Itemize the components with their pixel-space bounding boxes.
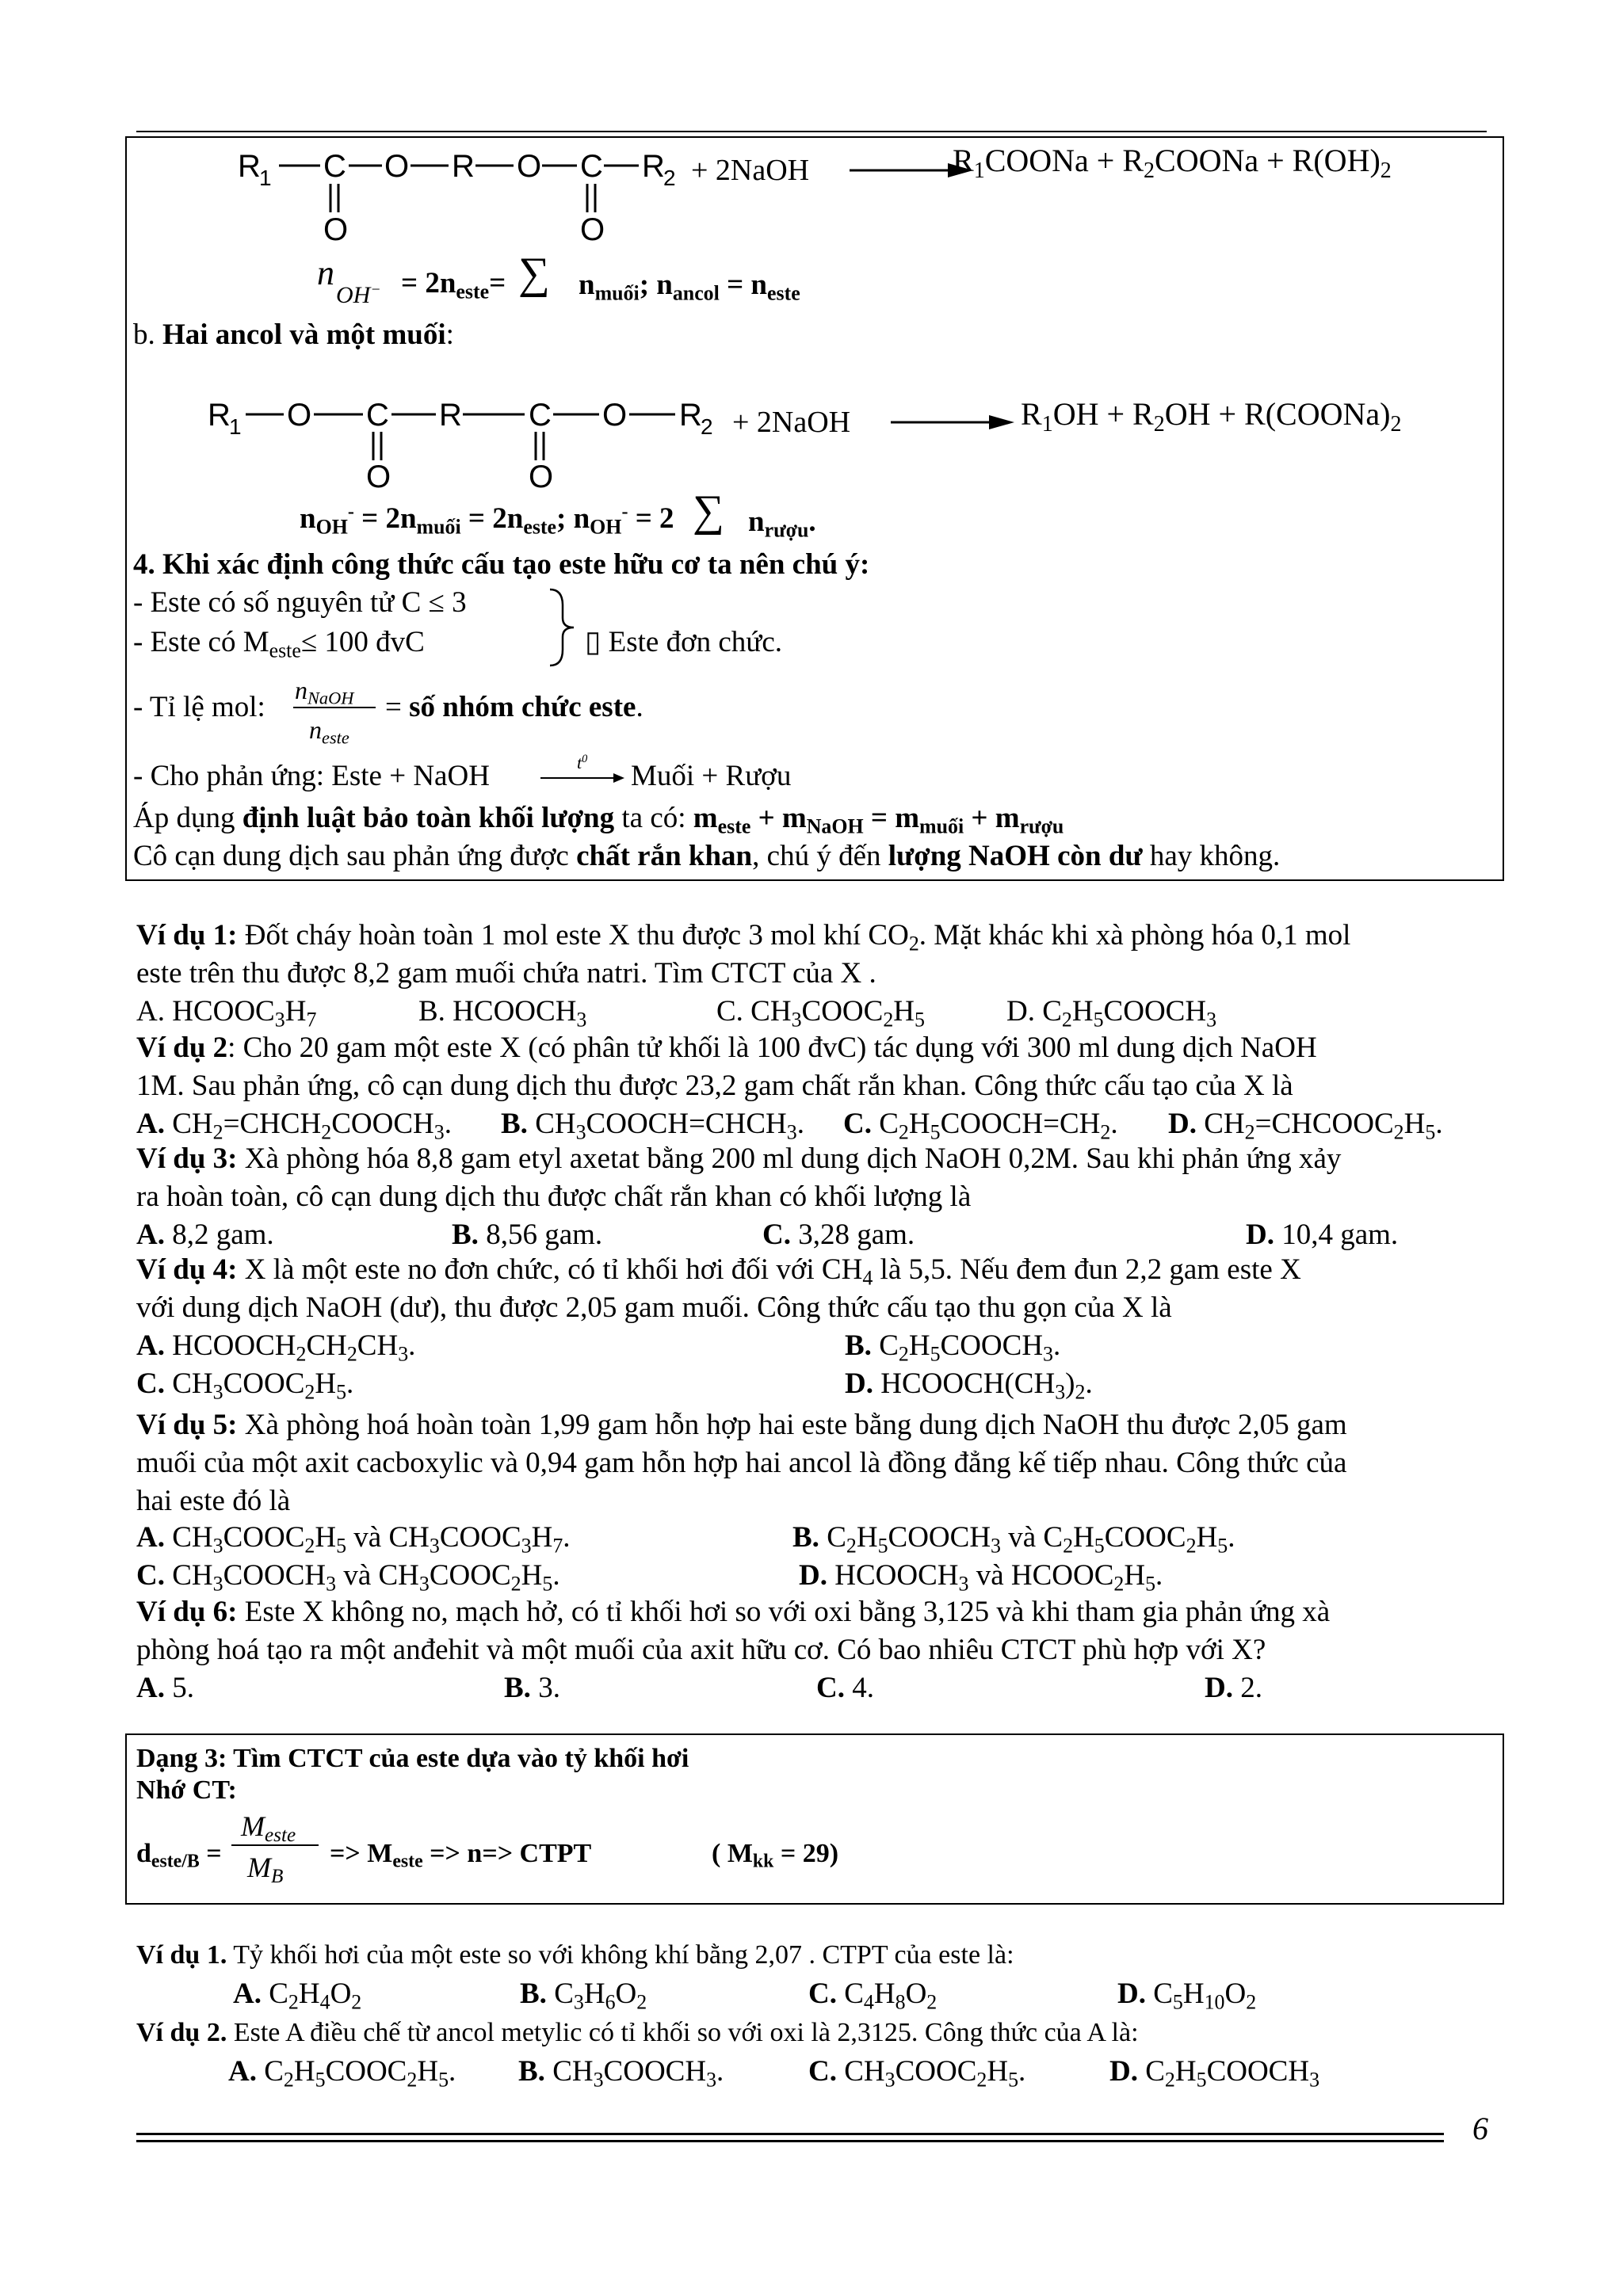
products-b: $R_1OH + R_2OH$ + $R(COONa)_2$ <box>1021 396 1402 437</box>
n-oh-subscript: OH− <box>336 281 381 308</box>
example-4-line-1: Ví dụ 4: X là một este no đơn chức, có tỉ khối hơi đối với $CH_4$ là 5,5. Nếu đem đun 2,2 gam este X <box>136 1253 1301 1290</box>
r-atom: R <box>452 149 475 184</box>
example-2-line-2: 1M. Sau phản ứng, cô cạn dung dịch thu được 23,2 gam chất rắn khan. Công thức cấu tạo của X là <box>136 1070 1293 1102</box>
c-atom-1: C <box>323 149 346 184</box>
c-atom-2: C <box>580 149 603 184</box>
sigma-2: ∑ <box>693 486 724 536</box>
reaction-products: Muối + Rượu <box>631 760 792 792</box>
o-carbonyl-b2: O <box>529 460 554 494</box>
c-atom-b2: C <box>529 398 552 433</box>
example-5-option-d[interactable]: D. $HCOOCH_3$ và $HCOOC_2H_5$. <box>799 1559 1163 1596</box>
reaction-temp: $t^0$ <box>577 753 588 772</box>
example-2-2-option-a[interactable]: A. $C_2H_5COOC_2H_5$. <box>228 2055 456 2092</box>
example-2-1-option-a[interactable]: A. $C_2H_4O_2$ <box>233 1978 362 2014</box>
c-atom-b1: C <box>366 398 389 433</box>
example-2-line-1: Ví dụ 2: Cho 20 gam một este X (có phân tử khối là 100 đvC) tác dụng với 300 ml dung dịch NaOH <box>136 1032 1317 1064</box>
ratio-label: - Tỉ lệ mol: <box>133 691 265 723</box>
r2-sub-b: 2 <box>701 414 713 439</box>
example-6-option-a[interactable]: A. 5. <box>136 1672 194 1704</box>
example-4-option-b[interactable]: B. $C_2H_5COOCH_3$. <box>845 1329 1061 1366</box>
n-oh-symbol: n <box>317 254 334 292</box>
heading-4: 4. Khi xác định công thức cấu tạo este hữu cơ ta nên chú ý: <box>133 548 870 581</box>
example-5-line-1: Ví dụ 5: Xà phòng hoá hoàn toàn 1,99 gam hỗn hợp hai este bằng dung dịch NaOH thu được 2,05 gam <box>136 1409 1347 1441</box>
example-4-option-d[interactable]: D. $HCOOCH(CH_3)_2$. <box>845 1367 1093 1404</box>
brace-icon <box>547 586 579 669</box>
example-2-2-option-b[interactable]: B. $CH_3COOCH_3$. <box>518 2055 724 2092</box>
note-carbon: - Este có số nguyên tử C ≤ 3 <box>133 586 467 619</box>
top-rule <box>136 131 1487 132</box>
r1-atom-b: R <box>208 398 231 433</box>
example-4-line-2: với dung dịch NaOH (dư), thu được 2,05 gam muối. Công thức cấu tạo thu gọn của X là <box>136 1291 1172 1324</box>
ester-diester-structure-b <box>208 392 762 495</box>
example-1-line-2: este trên thu được 8,2 gam muối chứa natri. Tìm CTCT của X . <box>136 957 876 990</box>
r1-sub: 1 <box>259 166 272 190</box>
example-4-option-a[interactable]: A. $HCOOCH_2CH_2CH_3$. <box>136 1329 416 1366</box>
example-3-option-c[interactable]: C. 3,28 gam. <box>762 1219 915 1251</box>
example-3-line-2: ra hoàn toàn, cô cạn dung dịch thu được chất rắn khan có khối lượng là <box>136 1180 972 1213</box>
example-3-option-d[interactable]: D. 10,4 gam. <box>1246 1219 1399 1251</box>
example-1-line-1: Ví dụ 1: Đốt cháy hoàn toàn 1 mol este X thu được 3 mol khí $CO_2$. Mặt khác khi xà phòng hóa 0,1 mol <box>136 919 1351 955</box>
r2-sub: 2 <box>663 166 676 190</box>
o-carbonyl-2: O <box>580 212 605 247</box>
evaporation-note: Cô cạn dung dịch sau phản ứng được chất rắn khan, chú ý đến lượng NaOH còn dư hay không. <box>133 840 1281 872</box>
mass-law: Áp dụng định luật bảo toàn khối lượng ta có: $m_{este} + m_{NaOH} = m_{muối} + m_{rượu}$ <box>133 802 1064 838</box>
example-6-option-b[interactable]: B. 3. <box>504 1672 560 1704</box>
example-6-option-d[interactable]: D. 2. <box>1205 1672 1262 1704</box>
example-3-option-a[interactable]: A. 8,2 gam. <box>136 1219 274 1251</box>
o-atom-b1: O <box>287 398 312 433</box>
example-2-2-line: Ví dụ 2. Este A điều chế từ ancol metylic có tỉ khối so với oxi là 2,3125. Công thức của A là: <box>136 2018 1139 2047</box>
fraction-line <box>293 707 376 708</box>
reactant-naoh-a: + 2NaOH <box>691 154 810 187</box>
sigma-1: ∑ <box>518 249 550 298</box>
density-lhs: $d_{este/B}$ = <box>136 1839 222 1872</box>
example-2-1-option-c[interactable]: C. $C_4H_8O_2$ <box>808 1978 938 2014</box>
example-6-option-c[interactable]: C. 4. <box>816 1672 874 1704</box>
example-2-option-a[interactable]: A. $CH_2=CHCH_2COOCH_3$. <box>136 1108 452 1144</box>
reactant-naoh-b: + 2NaOH <box>732 406 851 439</box>
r2-atom: R <box>642 149 665 184</box>
formula-2: $n_{OH}^- = 2n_{muối} = 2n_{este}$; $n_{OH}^- = 2$ <box>300 501 674 539</box>
density-numerator: $M_{este}$ <box>241 1810 296 1847</box>
example-2-1-option-d[interactable]: D. $C_5H_{10}O_2$ <box>1117 1978 1257 2014</box>
formula-1: = $2n_{este}=$ <box>401 267 506 303</box>
r2-atom-b: R <box>679 398 702 433</box>
formula-1b: $n_{muối}$; $n_{ancol} = n_{este}$ <box>579 269 800 305</box>
r-atom-b: R <box>439 398 462 433</box>
o-carbonyl-b1: O <box>366 460 391 494</box>
example-2-1-option-b[interactable]: B. $C_3H_6O_2$ <box>520 1978 647 2014</box>
remember-label: Nhớ CT: <box>136 1775 237 1805</box>
ratio-denominator: $n_{este}$ <box>309 715 349 748</box>
ratio-equals: = số nhóm chức este. <box>385 691 643 723</box>
note-result: ▯ Este đơn chức. <box>585 626 783 658</box>
example-5-option-c[interactable]: C. $CH_3COOCH_3$ và $CH_3COOC_2H_5$. <box>136 1559 560 1596</box>
density-rhs: => $M_{este} => n=>$ CTPT <box>330 1839 592 1872</box>
example-6-line-1: Ví dụ 6: Este X không no, mạch hở, có tỉ khối hơi so với oxi bằng 3,125 và khi tham gia phản ứng xà <box>136 1596 1331 1628</box>
example-2-1-line: Ví dụ 1. Tỷ khối hơi của một este so với không khí bằng 2,07 . CTPT của este là: <box>136 1940 1014 1970</box>
example-1-option-b[interactable]: B. $HCOOCH_3$ <box>418 995 587 1032</box>
air-molar-mass: ( $M_{kk} = 29$) <box>712 1839 839 1872</box>
ratio-numerator: $n_{NaOH}$ <box>295 676 354 708</box>
heading-b-prefix: b. <box>133 318 162 351</box>
arrow-icon <box>891 410 1018 434</box>
note-mass: - Este có $M_{este}\le 100$ đvC <box>133 626 425 662</box>
products-a: $R_1COONa$ + $R_2COONa + R(OH)_2$ <box>953 143 1392 183</box>
example-5-line-2: muối của một axit cacboxylic và 0,94 gam hỗn hợp hai ancol là đồng đẳng kế tiếp nhau. Công thức của <box>136 1447 1347 1479</box>
formula-2b: $n_{rượu}$. <box>748 505 816 542</box>
reaction-label: - Cho phản ứng: Este + NaOH <box>133 760 490 792</box>
example-3-option-b[interactable]: B. 8,56 gam. <box>452 1219 603 1251</box>
density-denominator: $M_B$ <box>247 1852 284 1888</box>
example-2-option-c[interactable]: C. $C_2H_5COOCH=CH_2$. <box>843 1108 1118 1144</box>
example-2-2-option-c[interactable]: C. $CH_3COOC_2H_5$. <box>808 2055 1026 2092</box>
fraction-line <box>231 1844 319 1846</box>
example-2-2-option-d[interactable]: D. $C_2H_5COOCH_3$ <box>1109 2055 1320 2092</box>
example-5-option-b[interactable]: B. $C_2H_5COOCH_3$ và $C_2H_5COOC_2H_5$. <box>792 1521 1235 1558</box>
arrow-icon <box>540 770 628 786</box>
example-1-option-c[interactable]: C. $CH_3COOC_2H_5$ <box>716 995 925 1032</box>
example-6-line-2: phòng hoá tạo ra một anđehit và một muối của axit hữu cơ. Có bao nhiêu CTCT phù hợp với X? <box>136 1634 1266 1666</box>
heading-b-bold: Hai ancol và một muối <box>162 318 446 351</box>
r1-sub-b: 1 <box>229 414 242 439</box>
page-number: 6 <box>1472 2111 1488 2146</box>
dang3-title: Dạng 3: Tìm CTCT của este dựa vào tỷ khối hơi <box>136 1744 689 1773</box>
example-1-option-a[interactable]: A. $HCOOC_3H_7$ <box>136 995 317 1032</box>
example-3-line-1: Ví dụ 3: Xà phòng hóa 8,8 gam etyl axetat bằng 200 ml dung dịch NaOH 0,2M. Sau khi phản ứng xảy <box>136 1142 1342 1175</box>
example-2-option-d[interactable]: D. $CH_2=CHCOOC_2H_5$. <box>1168 1108 1443 1144</box>
example-4-option-c[interactable]: C. $CH_3COOC_2H_5$. <box>136 1367 354 1404</box>
footer-rule <box>136 2133 1444 2142</box>
o-atom-b2: O <box>602 398 628 433</box>
heading-b <box>133 317 454 353</box>
o-carbonyl-1: O <box>323 212 349 247</box>
example-5-line-3: hai este đó là <box>136 1485 291 1517</box>
o-atom-1: O <box>384 149 410 184</box>
example-2-option-b[interactable]: B. $CH_3COOCH=CHCH_3$. <box>501 1108 804 1144</box>
example-5-option-a[interactable]: A. $CH_3COOC_2H_5$ và $CH_3COOC_3H_7$. <box>136 1521 571 1558</box>
example-1-option-d[interactable]: D. $C_2H_5COOCH_3$ <box>1006 995 1217 1032</box>
o-atom-2: O <box>517 149 542 184</box>
heading-b-suffix: : <box>445 318 454 351</box>
r1-atom: R <box>238 149 261 184</box>
